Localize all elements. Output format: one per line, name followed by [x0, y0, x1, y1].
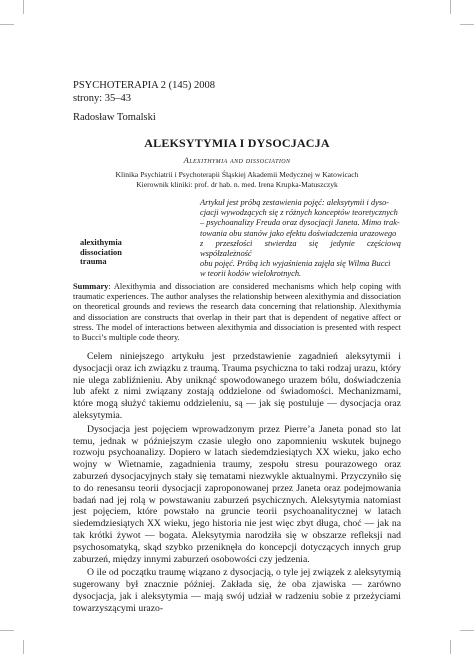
abstract-line: – psychoanalizy Freuda oraz dysocjacji Janeta. Mimo trak-: [200, 218, 400, 228]
crop-mark: [23, 0, 24, 14]
english-summary: [73, 282, 401, 343]
polish-abstract: [200, 198, 401, 280]
journal-citation: PSYCHOTERAPIA 2 (145) 2008: [73, 80, 216, 91]
keyword: dissociation: [80, 247, 122, 257]
article-title: ALEKSYTYMIA I DYSOCJACJA: [144, 136, 330, 150]
keyword: alexithymia: [80, 238, 122, 247]
abstract-line: Artykuł jest próbą zestawienia pojęć: aleksytymii i dyso-: [200, 198, 390, 207]
summary-text: : Alexithymia and dissociation are considered mechanisms which help coping with traumatic experiences. The author analyses the relationship between alexithymia and dissociation on theoretical grounds and reviews the research data concerning that relationship. Alexithymia and dissociation are constructs that overlap in their part that is dependent of negative affect or stress. The model of interactions between alexithymia and dissociation is presented with respect to Bucci’s multiple code theory.: [73, 282, 401, 343]
crop-mark: [460, 24, 474, 25]
body-paragraph: O ile od początku traumę wiązano z dysocjacją, o tyle jej związek z aleksytymią sugerowany był znacznie później. Zakłada się, że oba zjawiska — zarówno dysocjacja, jak i aleksytymia — mają swój udział w radzeniu sobie z przeżyciami towarzyszącymi urazo-: [73, 567, 401, 614]
keyword: trauma: [80, 257, 107, 267]
affiliation-line: Klinika Psychiatrii i Psychoterapii Śląskiej Akademii Medycznej w Katowicach: [115, 170, 359, 179]
page-range: strony: 35–43: [73, 93, 132, 104]
summary-label: Summary: [73, 282, 109, 291]
crop-mark: [0, 24, 14, 25]
abstract-line: z przeszłości stwierdza się jedynie częściową współzależność: [200, 238, 401, 259]
crop-mark: [0, 630, 14, 631]
abstract-line: towania obu stanów jako efektu doświadczenia urazowego: [200, 228, 397, 238]
crop-mark: [450, 640, 451, 654]
affiliation: [73, 170, 401, 190]
crop-mark: [460, 630, 474, 631]
abstract-line: w teorii kodów wielokrotnych.: [200, 269, 302, 279]
article-subtitle: Alexithymia and dissociation: [183, 155, 291, 165]
affiliation-line: Kierownik kliniki: prof. dr hab. n. med. Irena Krupka-Matuszczyk: [136, 180, 338, 189]
body-paragraph: Celem niniejszego artykułu jest przedstawienie zagadnień aleksytymii i dysocjacji oraz ich związku z traumą. Trauma psychiczna to taki rodzaj urazu, który nie ulega zabliźnieniu. Aby uniknąć spowodowanego urazem bólu, doświadczenia lub afekt z nimi związany zostają oddzielone od świadomości. Mechanizmami, które mogą służyć takiemu oddzieleniu, są — jak się postuluje — dysocjacja oraz aleksytymia.: [73, 351, 401, 421]
abstract-line: obu pojęć. Próbą ich wyjaśnienia zajęła się Wilma Bucci: [200, 259, 391, 269]
abstract-line: cjacji wywodzących się z różnych konceptów teoretycznych: [200, 208, 398, 218]
body-paragraph: Dysocjacja jest pojęciem wprowadzonym przez Pierre’a Janeta ponad sto lat temu, jednak w późniejszym czasie uległo ono zapomnieniu wskutek bujnego rozwoju psychoanalizy. Dopiero w latach siedemdziesiątych XX wieku, jako echo wojny w Wietnamie, zagadnienia traumy, zespołu stresu pourazowego oraz zaburzeń dysocjacyjnych stały się tematami niezwykle aktualnymi. Przyczyniło się to do renesansu teorii dysocjacji zaproponowanej przez Janeta oraz podejmowania badań nad jej rolą w powstawaniu zaburzeń psychicznych. Aleksytymia natomiast jest pojęciem, które powstało na gruncie teorii psychoanalitycznej w latach siedemdziesiątych XX wieku, jego historia nie jest więc zbyt długa, choć — jak na tak krótki żywot — bogata. Aleksytymia narodziła się w obszarze refleksji nad psychosomatyką, skąd szybko przeniknęła do koncepcji dotyczących innych grup zaburzeń, między innymi zaburzeń osobowości czy jedzenia.: [73, 423, 401, 565]
author-name: Radosław Tomalski: [73, 112, 156, 123]
keywords: [80, 238, 122, 267]
body-text: [73, 351, 401, 617]
crop-mark: [450, 0, 451, 14]
crop-mark: [23, 640, 24, 654]
